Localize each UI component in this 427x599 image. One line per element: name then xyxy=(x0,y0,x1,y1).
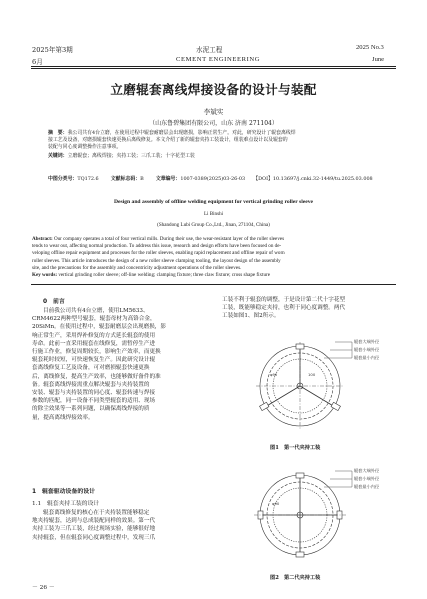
text-line: 工装，既能够稳定夹持，也利于同心度调整。两代 xyxy=(222,305,346,312)
keywords-label-cn: 关键词： xyxy=(48,152,68,159)
fig1-dim-diameter: φ90 xyxy=(270,372,278,377)
fig1-legend-inner: 辊套最小内径 xyxy=(354,355,380,360)
abstract-cn xyxy=(48,130,380,160)
abstract-en-line: tends to wear out, affecting normal production. To address this issue, research and design efforts have been focused on de- xyxy=(32,243,282,250)
fig1-legend-small: 辊套小端外径 xyxy=(354,347,380,352)
month-cn: 6月 xyxy=(32,58,43,66)
fig1-dim-length: 100 xyxy=(308,372,316,377)
intro-paragraph xyxy=(32,307,210,422)
text-line: 20SiMn。在使用过程中，辊套耐磨层会出现磨损，影 xyxy=(32,324,166,331)
article-title-en: Design and assembly of offline welding equipment for vertical grinding roller sleeve xyxy=(113,199,314,205)
text-line: 辊套耗时较短，可快速恢复生产。因此研究设计辊 xyxy=(32,357,156,364)
figure-1-caption: 图1 第一代夹持工装 xyxy=(270,445,321,451)
text-line: 备。辊套离线焊接需重点解决辊套与夹持装置的 xyxy=(32,381,150,388)
figure-2-diagram xyxy=(250,458,400,572)
abstract-en-line: site, and the precautions for the assembly and concentricity adjustment operations of the roller sleeves. xyxy=(32,264,242,271)
text-line: 套离线修复工艺及设备，可对磨损辊套快速更换 xyxy=(32,365,150,372)
text-line: 目前我公司共有4台立磨，使用LM5633、 xyxy=(43,308,149,314)
keywords-en: vertical grinding roller sleeve; off-line welding; clamping fixture; three claw fixture; cross shape fixture xyxy=(58,272,270,279)
section-1-1-paragraph xyxy=(32,509,210,542)
text-line: CRM4622两种型号辊套，辊套母材为高铬合金， xyxy=(32,316,156,323)
section-1-1-heading: 1.1 辊套夹持工装的设计 xyxy=(32,501,100,507)
section-1-heading: 1 辊套驱动设备的设计 xyxy=(32,489,96,495)
abstract-cn-line: 接工艺及设备，对磨损辊套快速更换后离线修复。本文介绍了新的辊套夹持工装设计，组装难点设计以及辊套的 xyxy=(48,137,288,144)
text-line: 辊套离线修复的核心在于夹持装置能够稳定 xyxy=(43,510,150,516)
issue-cn: 2025年第3期 xyxy=(32,46,73,54)
doc-label: 文献标志码： xyxy=(110,176,141,182)
doi: 【DOI】10.13697/j.cnki.32-1449/tu.2025.03.008 xyxy=(253,176,373,182)
class-value: TQ172.6 xyxy=(77,176,99,182)
issue-en: 2025 No.3 xyxy=(356,44,384,51)
fig2-legend-inner: 辊套最小内径 xyxy=(354,484,380,489)
journal-en: CEMENT ENGINEERING xyxy=(176,56,261,63)
claw-arm xyxy=(300,386,335,407)
fig2-dim-diameter: φ90 xyxy=(272,501,280,506)
abstract-cn-line: 装配与同心度调整操作注意事项。 xyxy=(48,144,122,151)
fig2-legend-outer: 辊套大端外径 xyxy=(354,468,380,473)
figure-2-caption: 图2 第二代夹持工装 xyxy=(270,575,321,581)
header-rule-thin xyxy=(31,68,396,69)
abstract-divider xyxy=(31,284,396,285)
text-line: 量，提高离线焊接效率。 xyxy=(32,414,94,421)
text-line: 工装不利于辊套的调整，于是设计第二代十字花型 xyxy=(222,297,346,303)
abstract-en-line: veloping offline repair equipment and processes for the roller sleeves, enabling rapid replacement and offline repair of worn xyxy=(32,250,285,257)
text-line: 安装、辊套与夹持装置的同心度、辊套转速与焊接 xyxy=(32,390,156,397)
arm-pad xyxy=(296,552,304,557)
text-line: 夹持辊套，但在辊套同心度调整过程中，发现三爪 xyxy=(32,534,156,541)
article-title-cn: 立磨辊套离线焊接设备的设计与装配 xyxy=(110,82,317,97)
abstract-en-line: roller sleeves. This article introduces the design of a new roller sleeve clamping tooling, the layout design of the assembly xyxy=(32,257,281,264)
arm-pad xyxy=(296,473,304,478)
page-number: － 26 － xyxy=(32,585,55,591)
claw-pad xyxy=(296,344,304,349)
figure-1-diagram xyxy=(250,328,400,442)
claw-arm xyxy=(265,386,300,407)
fig2-legend-small: 辊套小端外径 xyxy=(354,476,380,481)
classification-line xyxy=(48,176,373,183)
text-line: 后，离线修复，提高生产效率，也能够做好备件的准 xyxy=(32,373,161,380)
text-line: 的除尘效果等一系列问题，以确保离线焊接的质 xyxy=(32,406,150,413)
text-line: 夹持工装为三爪工装，经过现场实验，能够很好地 xyxy=(32,526,156,533)
text-line: 参数的匹配，同一设备不同类型辊套的适用、现场 xyxy=(32,398,156,405)
class-label: 中图分类号： xyxy=(48,176,78,182)
abstract-en-line: Our company operates a total of four vertical mills. During their use, the wear-resistant layer of the roller sleeves xyxy=(53,236,285,242)
abstract-label-en: Abstract: xyxy=(32,236,53,242)
keywords-label-en: Key words: xyxy=(32,272,58,279)
doc-value: B xyxy=(140,176,144,182)
text-line: 寿命。此前一直采用辊套在线修复，需暂停生产进 xyxy=(32,340,156,347)
author-en: Li Binshi xyxy=(203,211,224,217)
journal-cn: 水泥工程 xyxy=(196,46,223,54)
abstract-en xyxy=(32,236,396,279)
month-en: June xyxy=(372,56,385,63)
text-line: 行施工作业，修复周期较长，影响生产效率，而更换 xyxy=(32,349,161,356)
affiliation-cn: （山东鲁碧集团有限公司，山东 济南 271104） xyxy=(149,120,278,127)
keywords-cn: 立磨辊套；离线焊接；夹持工装；三爪工装；十字花型工装 xyxy=(67,152,195,159)
abstract-label-cn: 摘 要： xyxy=(48,130,68,136)
text-line: 响正常生产，采用焊补修复的方式延长辊套的使用 xyxy=(32,332,156,339)
right-paragraph xyxy=(222,296,397,321)
abstract-cn-line: 我公司共有4台立磨，在使用过程中辊套耐磨层会出现磨损，影响正常生产。对此，研究设计了辊套离线焊 xyxy=(67,130,296,136)
author-cn: 李斌实 xyxy=(203,108,224,116)
header-rule xyxy=(31,66,396,67)
text-line: 工装如图1、图2所示。 xyxy=(222,313,280,320)
article-label: 文章编号： xyxy=(155,176,181,182)
fig1-legend-outer: 辊套大端外径 xyxy=(354,339,380,344)
section-0-heading: 0 前言 xyxy=(43,299,65,305)
text-line: 地夹持辊套，达到与总成装配同样的效果。第一代 xyxy=(32,518,156,525)
affiliation-en: (Shandong Lubi Group Co.,Ltd., Jinan, 271104, China) xyxy=(157,222,270,228)
article-value: 1007-0389(2025)03-26-03 xyxy=(180,176,246,182)
